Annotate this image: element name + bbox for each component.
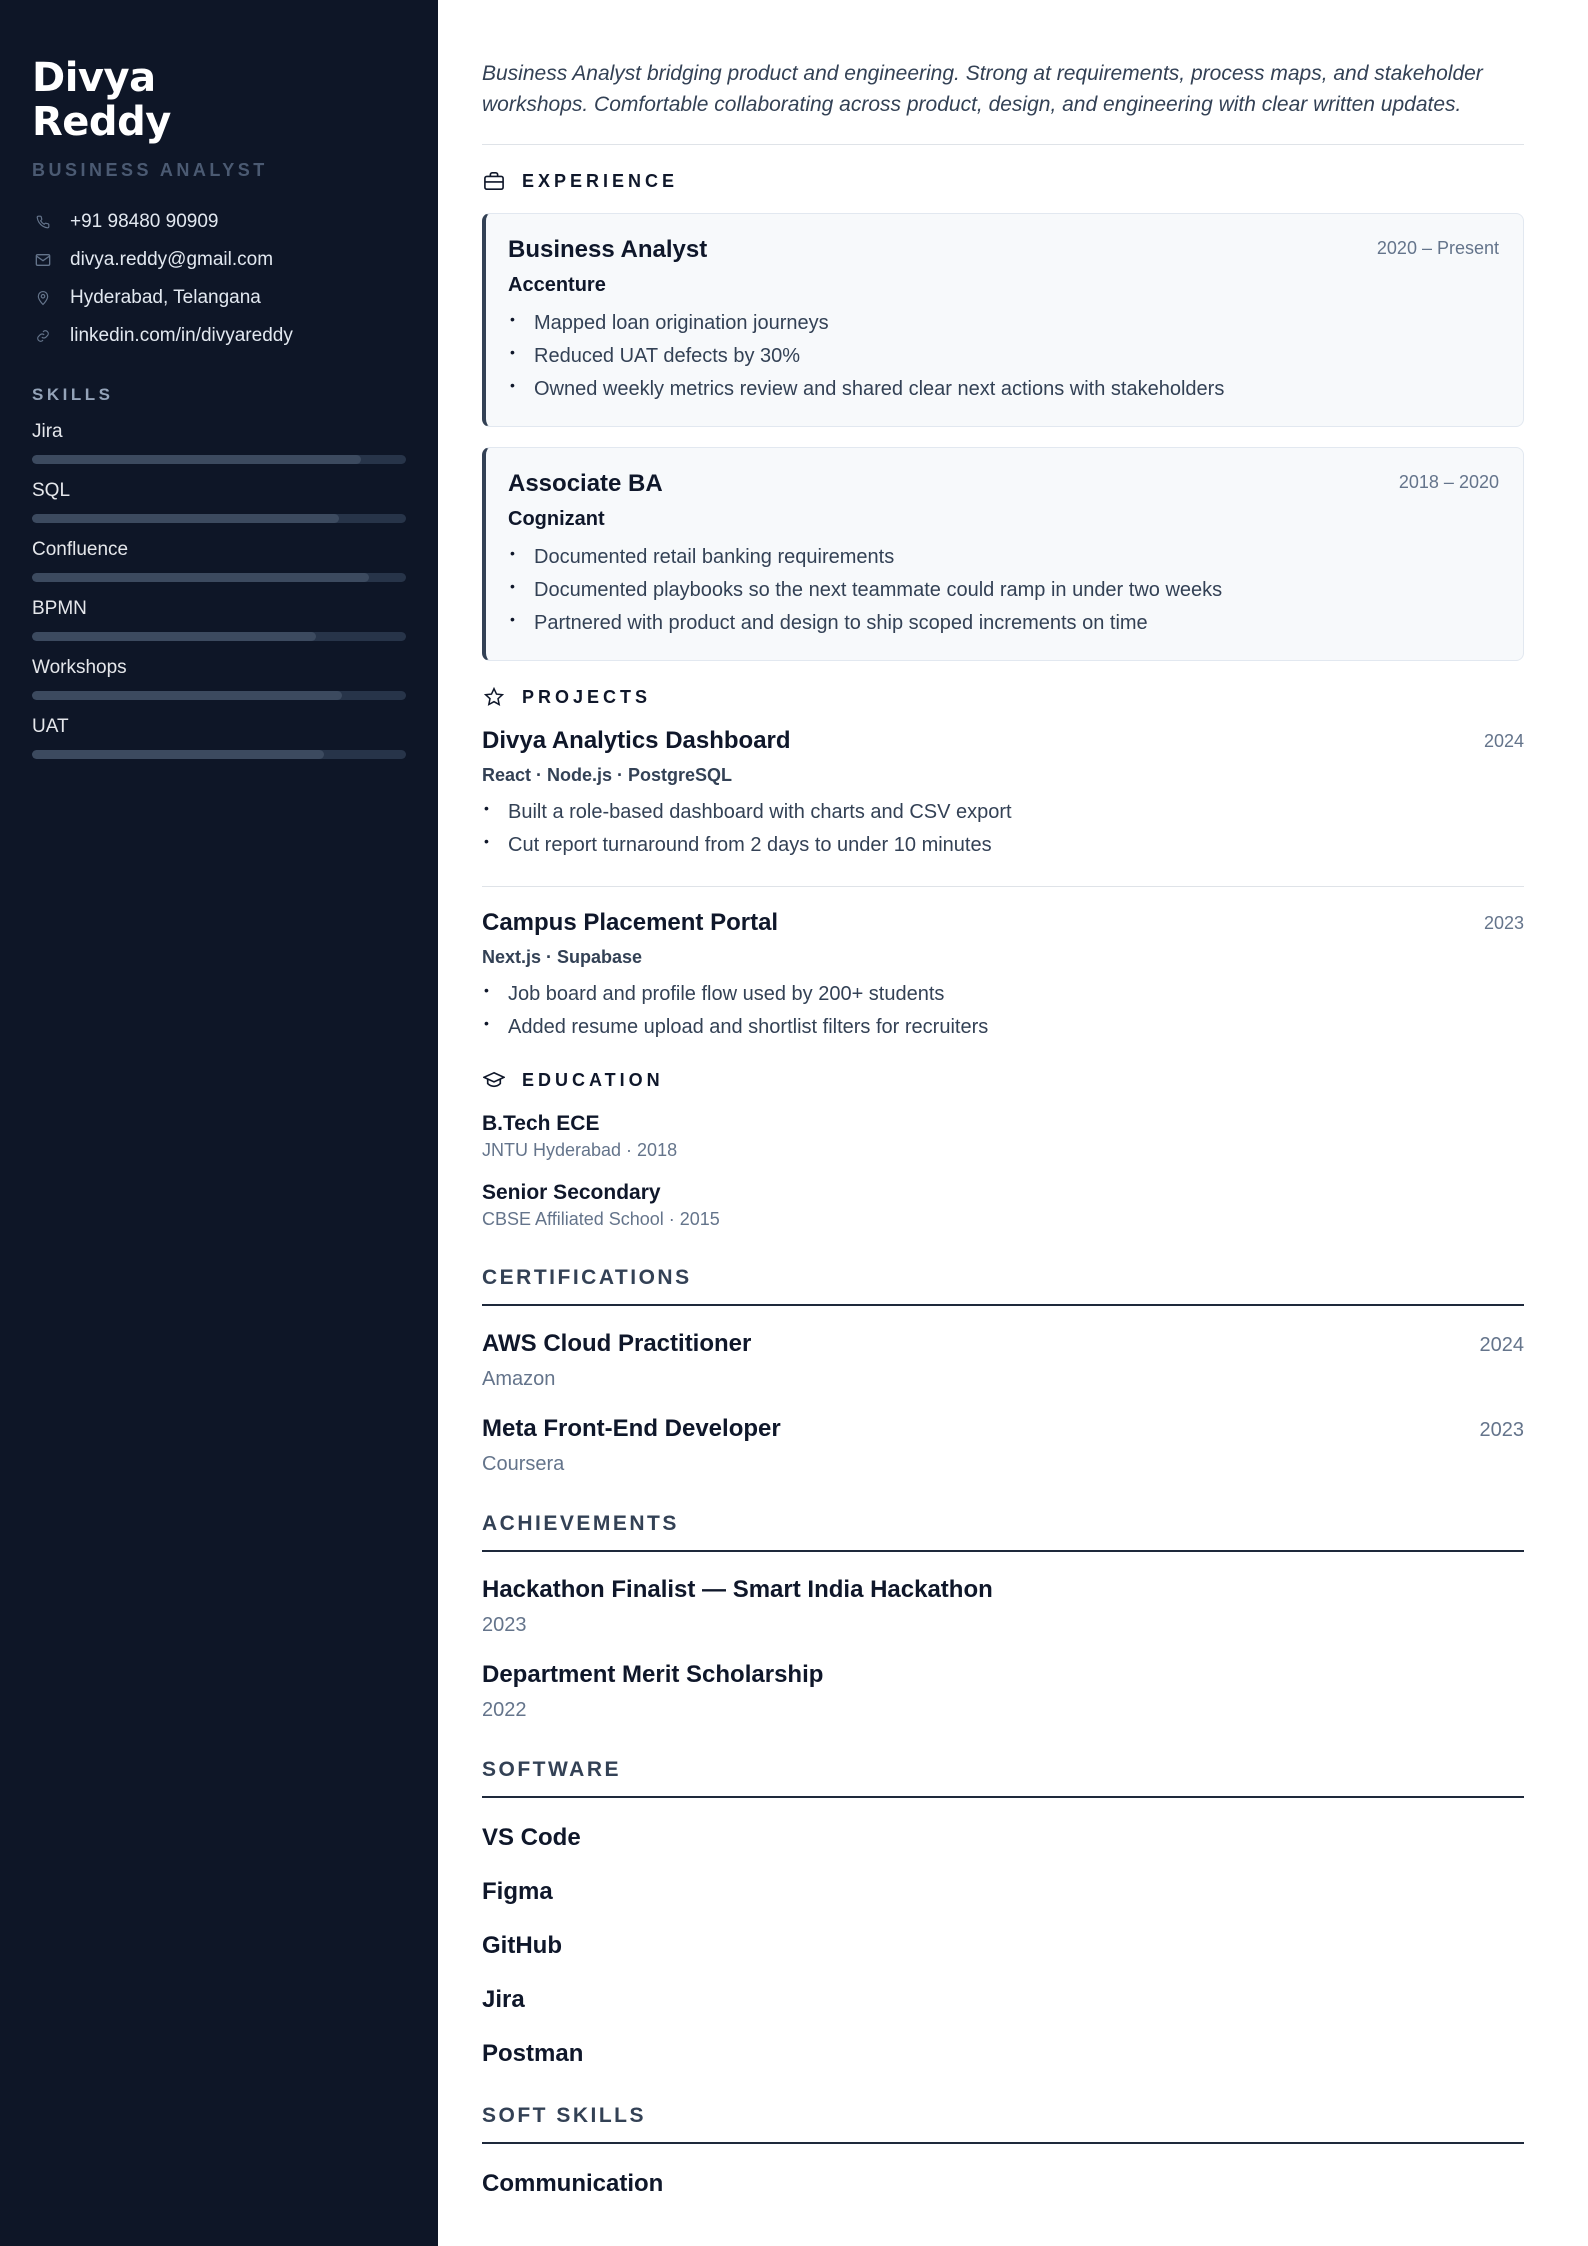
skill-bar-fill (32, 750, 324, 759)
software-item: VS Code (482, 1824, 581, 1851)
achievement-year: 2023 (482, 1614, 527, 1636)
achievement-year: 2022 (482, 1699, 527, 1721)
project-bullets (482, 978, 1524, 1044)
education-item (482, 1181, 1524, 1230)
job-card-company: Accenture (508, 274, 606, 296)
project-item (482, 886, 1524, 1044)
project-stack: React · Node.js · PostgreSQL (482, 765, 733, 785)
job-card (482, 213, 1524, 427)
skill-bar (32, 514, 406, 523)
skill-item (32, 480, 406, 523)
bullet-item: • Added resume upload and shortlist filters for recruiters (482, 1011, 1524, 1044)
skill-bar (32, 750, 406, 759)
skill-bar (32, 691, 406, 700)
achievement-item (482, 1661, 1524, 1722)
job-title: BUSINESS ANALYST (32, 160, 268, 180)
contact-phone-text: +91 98480 90909 (70, 211, 219, 232)
bullet-item: • Owned weekly metrics review and shared clear next actions with stakeholders (508, 373, 1499, 406)
skill-item (32, 657, 406, 700)
certification-org: Coursera (482, 1453, 565, 1475)
candidate-name (32, 56, 406, 144)
location-pin-icon (32, 287, 54, 309)
skill-name: Workshops (32, 657, 127, 678)
achievements-heading: ACHIEVEMENTS (482, 1512, 1524, 1552)
job-card-title: Associate BA (508, 470, 663, 497)
contact-location-text: Hyderabad, Telangana (70, 287, 261, 308)
briefcase-icon (482, 169, 506, 193)
project-year: 2024 (1483, 731, 1524, 751)
skill-name: Confluence (32, 539, 129, 560)
project-bullets (482, 796, 1524, 862)
star-icon (482, 685, 506, 709)
soft-skills-heading: SOFT SKILLS (482, 2104, 1524, 2144)
project-title: Divya Analytics Dashboard (482, 727, 791, 754)
job-card-company: Cognizant (508, 508, 605, 530)
certification-year: 2023 (1479, 1419, 1524, 1441)
main-content (482, 0, 1524, 2198)
certification-name: Meta Front-End Developer (482, 1415, 781, 1442)
contact-list (32, 203, 406, 355)
skill-item (32, 421, 406, 464)
graduation-cap-icon (482, 1068, 506, 1092)
sidebar (0, 0, 438, 2246)
skill-name: UAT (32, 716, 69, 737)
skill-item (32, 598, 406, 641)
project-item (482, 727, 1524, 862)
certification-org: Amazon (482, 1368, 556, 1390)
project-stack: Next.js · Supabase (482, 947, 643, 967)
soft-skill-item: Communication (482, 2170, 664, 2197)
summary: Business Analyst bridging product and engineering. Strong at requirements, process maps, and stakeholder workshops. Comfortable collaborating across product, design, and engineering with clear written updates. (482, 58, 1524, 145)
contact-email-text: divya.reddy@gmail.com (70, 249, 274, 270)
bullet-item: • Mapped loan origination journeys (508, 307, 1499, 340)
mail-icon (32, 249, 54, 271)
projects-heading-text: PROJECTS (522, 686, 652, 707)
skill-name: SQL (32, 480, 71, 501)
skills-list (32, 421, 406, 759)
skill-bar-fill (32, 514, 339, 523)
skill-bar (32, 573, 406, 582)
contact-linkedin[interactable] (32, 317, 406, 355)
job-card-bullets (508, 307, 1499, 406)
first-name: Divya (32, 55, 156, 101)
education-degree: B.Tech ECE (482, 1112, 600, 1135)
certification-year: 2024 (1479, 1334, 1524, 1356)
skills-heading: SKILLS (32, 385, 114, 404)
projects-heading (482, 685, 1524, 709)
skill-bar (32, 455, 406, 464)
education-item (482, 1112, 1524, 1161)
last-name: Reddy (32, 99, 171, 145)
software-item: GitHub (482, 1932, 562, 1959)
education-meta: CBSE Affiliated School · 2015 (482, 1209, 720, 1229)
skill-item (32, 716, 406, 759)
skill-bar-fill (32, 632, 316, 641)
education-heading-text: EDUCATION (522, 1069, 664, 1090)
bullet-item: • Cut report turnaround from 2 days to under 10 minutes (482, 829, 1524, 862)
phone-icon (32, 211, 54, 233)
skill-bar-fill (32, 573, 369, 582)
bullet-item: • Job board and profile flow used by 200+ students (482, 978, 1524, 1011)
software-heading: SOFTWARE (482, 1758, 1524, 1798)
achievement-item (482, 1576, 1524, 1637)
link-icon (32, 325, 54, 347)
bullet-item: • Documented playbooks so the next teammate could ramp in under two weeks (508, 574, 1499, 607)
skill-item (32, 539, 406, 582)
contact-linkedin-text: linkedin.com/in/divyareddy (70, 325, 293, 346)
certifications-heading: CERTIFICATIONS (482, 1266, 1524, 1306)
skill-bar-fill (32, 455, 361, 464)
education-meta: JNTU Hyderabad · 2018 (482, 1140, 678, 1160)
contact-email[interactable] (32, 241, 406, 279)
certification-name: AWS Cloud Practitioner (482, 1330, 752, 1357)
skill-bar-fill (32, 691, 342, 700)
achievement-name: Hackathon Finalist — Smart India Hackathon (482, 1576, 993, 1603)
certification-item (482, 1330, 1524, 1391)
project-title: Campus Placement Portal (482, 909, 779, 936)
job-card-dates: 2020 – Present (1376, 238, 1499, 258)
job-card-dates: 2018 – 2020 (1398, 472, 1499, 492)
contact-phone (32, 203, 406, 241)
job-card-bullets (508, 541, 1499, 640)
experience-heading-text: EXPERIENCE (522, 170, 679, 191)
skill-bar (32, 632, 406, 641)
software-item: Postman (482, 2040, 584, 2067)
bullet-item: • Built a role-based dashboard with charts and CSV export (482, 796, 1524, 829)
education-heading (482, 1068, 1524, 1092)
skill-name: BPMN (32, 598, 87, 619)
software-item: Figma (482, 1878, 553, 1905)
software-item: Jira (482, 1986, 525, 2013)
experience-heading (482, 169, 1524, 193)
contact-location (32, 279, 406, 317)
achievement-name: Department Merit Scholarship (482, 1661, 824, 1688)
job-card-title: Business Analyst (508, 236, 708, 263)
project-year: 2023 (1483, 913, 1524, 933)
education-degree: Senior Secondary (482, 1181, 661, 1204)
job-card (482, 447, 1524, 661)
bullet-item: • Partnered with product and design to ship scoped increments on time (508, 607, 1499, 640)
bullet-item: • Reduced UAT defects by 30% (508, 340, 1499, 373)
skill-name: Jira (32, 421, 63, 442)
certification-item (482, 1415, 1524, 1476)
bullet-item: • Documented retail banking requirements (508, 541, 1499, 574)
